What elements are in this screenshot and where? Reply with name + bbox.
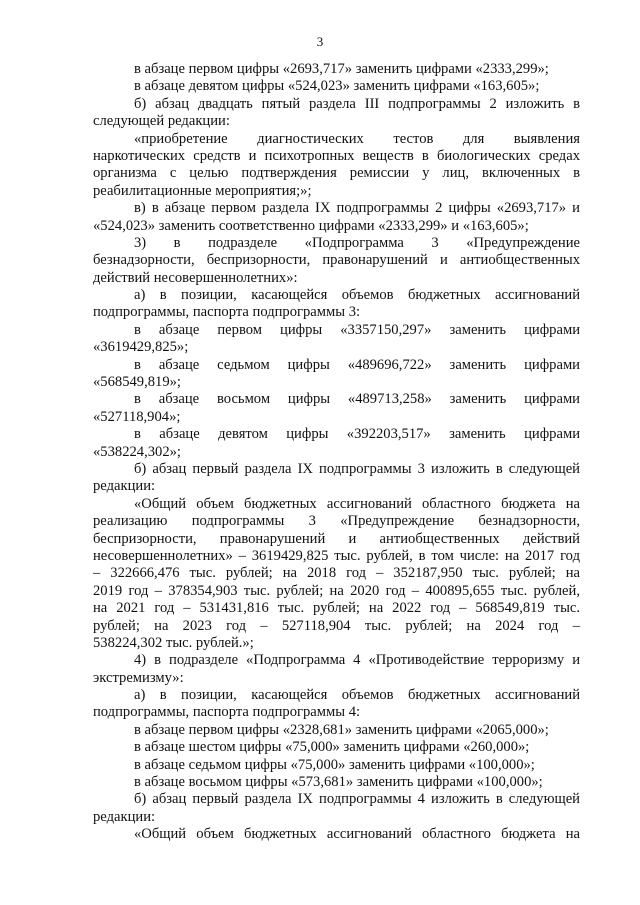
- text-line: рублей; на 2023 год – 527118,904 тыс. рублей; на 2024 год –: [93, 617, 580, 634]
- text-line: 3) в подразделе «Подпрограмма 3 «Предупреждение: [134, 234, 580, 251]
- text-line: в абзаце шестом цифры «75,000» заменить цифрами «260,000»;: [134, 739, 530, 756]
- text-line: – 322666,476 тыс. рублей; на 2018 год – 352187,950 тыс. рублей; на: [93, 565, 580, 582]
- text-line: а) в позиции, касающейся объемов бюджетных ассигнований: [134, 687, 580, 704]
- text-line: «Общий объем бюджетных ассигнований областного бюджета на: [134, 826, 580, 843]
- text-line: несовершеннолетних» – 3619429,825 тыс. рублей, в том числе: на 2017 год: [93, 547, 580, 564]
- text-line: б) абзац первый раздела IX подпрограммы 3 изложить в следующей: [134, 460, 580, 477]
- text-line: организма с целью подтверждения ремиссии у лиц, включенных в: [93, 165, 580, 182]
- text-line: «Общий объем бюджетных ассигнований областного бюджета на: [134, 495, 580, 512]
- text-line: в) в абзаце первом раздела IX подпрограммы 2 цифры «2693,717» и: [134, 200, 580, 217]
- text-line: «538224,302»;: [93, 443, 181, 460]
- text-line: в абзаце восьмом цифры «573,681» заменить цифрами «100,000»;: [134, 774, 543, 791]
- text-line: на 2021 год – 531431,816 тыс. рублей; на 2022 год – 568549,819 тыс.: [93, 600, 580, 617]
- text-line: 538224,302 тыс. рублей.»;: [93, 634, 254, 651]
- page-number: 3: [316, 34, 324, 49]
- text-line: «3619429,825»;: [93, 339, 189, 356]
- text-line: реализацию подпрограммы 3 «Предупреждение безнадзорности,: [93, 513, 580, 530]
- text-line: экстремизму»:: [93, 669, 184, 686]
- text-line: «приобретение диагностических тестов для выявления: [134, 130, 580, 147]
- text-line: следующей редакции:: [93, 113, 230, 130]
- text-line: «527118,904»;: [93, 408, 181, 425]
- text-line: в абзаце седьмом цифры «489696,722» заменить цифрами: [134, 356, 580, 373]
- text-line: «568549,819»;: [93, 374, 181, 391]
- text-line: в абзаце девятом цифры «524,023» заменить цифрами «163,605»;: [134, 78, 540, 95]
- text-line: редакции:: [93, 808, 156, 825]
- text-line: в абзаце первом цифры «3357150,297» заменить цифрами: [134, 321, 580, 338]
- text-line: в абзаце первом цифры «2328,681» заменить цифрами «2065,000»;: [134, 721, 549, 738]
- text-line: а) в позиции, касающейся объемов бюджетных ассигнований: [134, 287, 580, 304]
- text-line: 2019 год – 378354,903 тыс. рублей; на 2020 год – 400895,655 тыс. рублей,: [93, 582, 580, 599]
- text-line: действий несовершеннолетних»:: [93, 269, 298, 286]
- text-line: безнадзорности, беспризорности, правонарушений и антиобщественных: [93, 252, 580, 269]
- text-line: подпрограммы, паспорта подпрограммы 4:: [93, 704, 361, 721]
- text-line: реабилитационные мероприятия;»;: [93, 182, 312, 199]
- text-line: б) абзац двадцать пятый раздела III подпрограммы 2 изложить в: [134, 95, 580, 112]
- text-line: беспризорности, правонарушений и антиобщественных действий: [93, 530, 580, 547]
- document-body: [93, 61, 580, 844]
- text-line: подпрограммы, паспорта подпрограммы 3:: [93, 304, 361, 321]
- text-line: «524,023» заменить соответственно цифрами «2333,299» и «163,605»;: [93, 217, 529, 234]
- text-line: в абзаце восьмом цифры «489713,258» заменить цифрами: [134, 391, 580, 408]
- text-line: в абзаце девятом цифры «392203,517» заменить цифрами: [134, 426, 580, 443]
- text-line: в абзаце седьмом цифры «75,000» заменить цифрами «100,000»;: [134, 756, 535, 773]
- text-line: б) абзац первый раздела IX подпрограммы 4 изложить в следующей: [134, 791, 580, 808]
- text-line: редакции:: [93, 478, 156, 495]
- text-line: наркотических средств и психотропных веществ в биологических средах: [93, 147, 580, 164]
- text-line: в абзаце первом цифры «2693,717» заменить цифрами «2333,299»;: [134, 61, 549, 77]
- text-line: 4) в подразделе «Подпрограмма 4 «Противодействие терроризму и: [134, 652, 580, 669]
